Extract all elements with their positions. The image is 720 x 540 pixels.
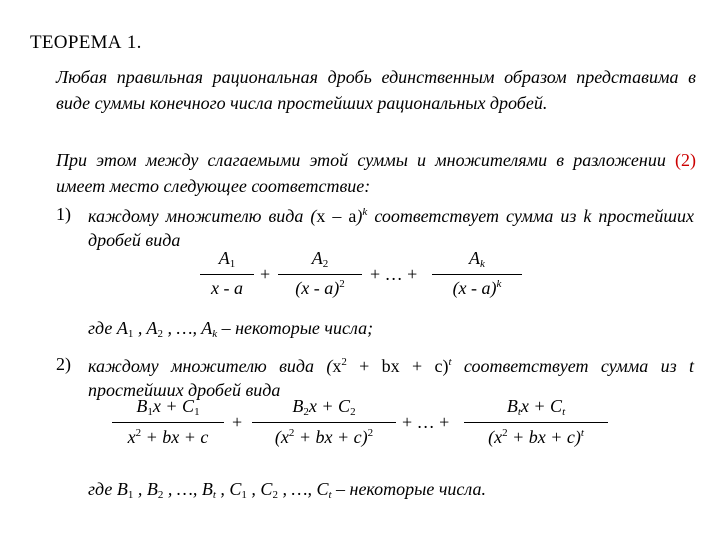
intro-text-before: При этом между слагаемыми этой суммы и множителями в разложении [56, 150, 675, 170]
where-line-1: где $A_1$ , $A_2$ , …, $A_k$ – некоторые числа; [88, 318, 374, 340]
item-number-1: 1) [56, 204, 71, 224]
plus-ellipsis: + … + [402, 412, 450, 432]
fraction-bt: $B_tx + C_t$ ($x^2$ + bx + c)$^t$ [464, 396, 608, 458]
plus-ellipsis: + … + [370, 264, 418, 284]
equation-reference: (2) [675, 150, 696, 170]
where-line-2: где $B_1$ , $B_2$ , …, $B_t$ , $C_1$ , $C_2$ , …, $C_t$ – некоторые числа. [88, 479, 486, 501]
intro-text-after: имеет место следующее соответствие: [56, 176, 371, 196]
theorem-statement: Любая правильная рациональная дробь единственным образом представима в виде суммы конечного числа простейших рациональных дробей. [56, 67, 696, 113]
item-1-text: каждому множителю вида (x – a)$^k$ соответствует сумма из k простейших дробей вида [88, 206, 694, 250]
item-number-2: 2) [56, 354, 71, 374]
correspondence-intro [56, 147, 696, 199]
theorem-title: ТЕОРЕМА 1. [30, 32, 142, 53]
fraction-b2: $B_2x + C_2$ ($x^2$ + bx + c)$^2$ [252, 396, 396, 458]
formula-2 [112, 396, 632, 458]
fraction-a2: $A_2$ (x - a)$^2$ [278, 248, 362, 308]
fraction-ak: $A_k$ (x - a)$^k$ [432, 248, 522, 308]
fraction-a1: $A_1$ x - a [200, 248, 254, 308]
fraction-b1: $B_1x + C_1$ $x^2$ + bx + c [112, 396, 224, 458]
formula-1 [196, 248, 526, 308]
plus-sign: + [260, 264, 271, 284]
plus-sign: + [232, 412, 243, 432]
item-2-text: каждому множителю вида ($x^2$ + bx + c)$^t$ соответствует сумма из t простейших дробей вида [88, 356, 694, 400]
